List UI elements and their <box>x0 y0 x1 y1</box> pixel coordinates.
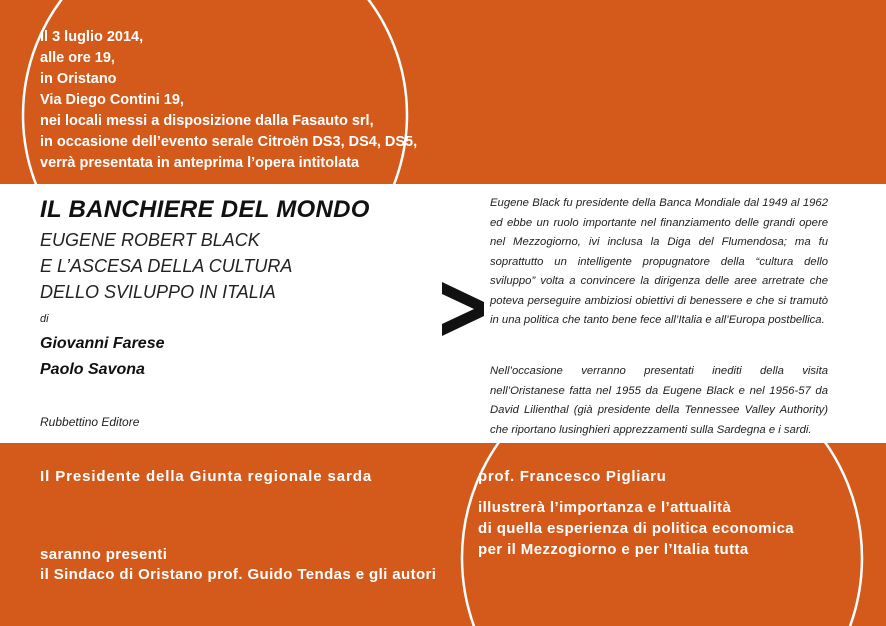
description-paragraph-1: Eugene Black fu presidente della Banca Mondiale dal 1949 al 1962 ed ebbe un ruolo importante nel finanziamento delle grandi opere nel Mezzogiorno, ivi inclusa la Diga del Flumendosa; ma fu soprattutto un intelligente propugnatore della “cultura dello sviluppo” volta a convincere la dirigenza delle aree arretrate che poteva perseguire ambiziosi obiettivi di benessere e che si tramutò in una politica che tanto bene fece all’Italia e all’Europa postbellica. <box>490 197 828 326</box>
event-time-line: alle ore 19, <box>40 50 115 66</box>
subtitle-line: EUGENE ROBERT BLACK <box>40 230 260 250</box>
subtitle-line: DELLO SVILUPPO IN ITALIA <box>40 282 276 302</box>
event-occasion-line: in occasione dell’evento serale Citroën DS3, DS4, DS5, <box>40 134 418 150</box>
subtitle-line: E L’ASCESA DELLA CULTURA <box>40 256 293 276</box>
chevron-right-icon <box>440 278 486 340</box>
event-city-line: in Oristano <box>40 71 117 87</box>
president-name: prof. Francesco Pigliaru <box>478 468 667 485</box>
book-subtitle <box>40 227 370 305</box>
book-title: IL BANCHIERE DEL MONDO <box>40 196 370 223</box>
attendees <box>40 545 436 585</box>
speech-topic-line: illustrerà l’importanza e l’attualità <box>478 499 732 516</box>
event-address-line: Via Diego Contini 19, <box>40 92 184 108</box>
publisher-name: Rubbettino Editore <box>40 415 140 429</box>
speech-topic <box>478 497 794 560</box>
attendees-line: il Sindaco di Oristano prof. Guido Tendas e gli autori <box>40 566 437 583</box>
event-intro-line: verrà presentata in anteprima l’opera intitolata <box>40 155 360 171</box>
description-paragraph-2: Nell’occasione verranno presentati inediti della visita nell’Oristanese fatta nel 1955 da Eugene Black e nel 1956-57 da David Lilienthal (già presidente della Tennessee Valley Authority) che riportano lusinghieri apprezzamenti sulla Sardegna e i sardi. <box>490 365 828 436</box>
author-name: Giovanni Farese <box>40 335 165 352</box>
president-label: Il Presidente della Giunta regionale sarda <box>40 468 373 485</box>
book-title-block <box>40 196 370 305</box>
speech-topic-line: di quella esperienza di politica economica <box>478 520 795 537</box>
attendees-line: saranno presenti <box>40 546 168 563</box>
author-name: Paolo Savona <box>40 361 145 378</box>
speech-topic-line: per il Mezzogiorno e per l’Italia tutta <box>478 541 749 558</box>
event-details <box>40 27 417 174</box>
event-date-line: Il 3 luglio 2014, <box>40 29 144 45</box>
authors-list <box>40 331 165 383</box>
by-label: di <box>40 313 49 325</box>
event-venue-line: nei locali messi a disposizione dalla Fasauto srl, <box>40 113 374 129</box>
